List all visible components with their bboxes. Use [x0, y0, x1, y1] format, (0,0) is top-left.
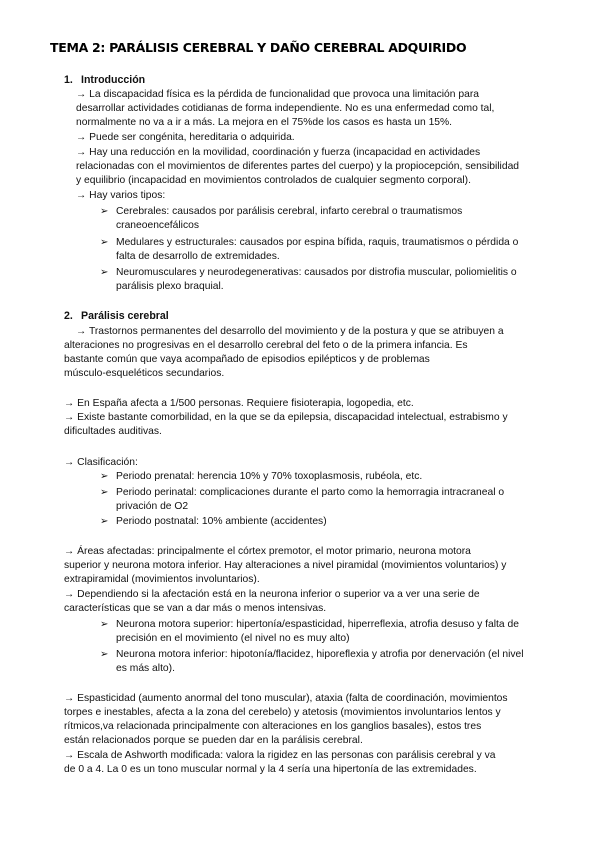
bullet-arrow-icon: ➢ — [100, 471, 109, 482]
list-item-continuation: parálisis plexo braquial. — [116, 281, 224, 292]
paragraph-line: están relacionados porque se pueden dar en la parálisis cerebral. — [64, 735, 363, 746]
list-item: ➢ Medulares y estructurales: causados por espina bífida, raquis, traumatismos o pérdida o — [100, 237, 519, 248]
list-item-continuation: falta de desarrollo de extremidades. — [116, 251, 280, 262]
list-item: ➢ Cerebrales: causados por parálisis cerebral, infarto cerebral o traumatismos — [100, 206, 463, 217]
paragraph-line: → En España afecta a 1/500 personas. Requiere fisioterapia, logopedia, etc. — [64, 398, 414, 409]
paragraph-line: → Trastornos permanentes del desarrollo del movimiento y de la postura y que se atribuyen a — [76, 326, 504, 337]
bullet-arrow-icon: ➢ — [100, 619, 109, 630]
paragraph-line: desarrollar actividades cotidianas de forma independiente. No es una enfermedad como tal, — [76, 103, 495, 114]
bullet-arrow-icon: ➢ — [100, 267, 109, 278]
document-title: TEMA 2: PARÁLISIS CEREBRAL Y DAÑO CEREBRAL ADQUIRIDO — [50, 40, 467, 55]
paragraph-line: relacionadas con el movimientos de diferentes partes del cuerpo) y la propiocepción, sensibilidad — [76, 161, 520, 172]
bullet-arrow-icon: ➢ — [100, 516, 109, 527]
paragraph-line: extrapiramidal (movimientos involuntarios). — [64, 574, 260, 585]
paragraph-line: rítmicos,va relacionada principalmente con alteraciones en los ganglios basales), estos tres — [64, 721, 482, 732]
paragraph-line: torpes e inestables, afecta a la zona del cerebelo) y atetosis (movimientos involuntarios lentos y — [64, 707, 501, 718]
list-item: ➢ Periodo perinatal: complicaciones durante el parto como la hemorragia intracraneal o — [100, 487, 505, 498]
list-item: ➢ Periodo prenatal: herencia 10% y 70% toxoplasmosis, rubéola, etc. — [100, 471, 423, 482]
paragraph-line: → Puede ser congénita, hereditaria o adquirida. — [76, 132, 295, 143]
paragraph-line: y equilibrio (incapacidad en movimientos controlados de cualquier segmento corporal). — [76, 175, 471, 186]
bullet-arrow-icon: ➢ — [100, 487, 109, 498]
paragraph-line: superior y neurona motora inferior. Hay alteraciones a nivel piramidal (movimientos voluntarios) y — [64, 560, 507, 571]
paragraph-line: → Existe bastante comorbilidad, en la que se da epilepsia, discapacidad intelectual, estrabismo y — [64, 412, 508, 423]
section-title: Parálisis cerebral — [81, 310, 169, 322]
paragraph-line: alteraciones no progresivas en el desarrollo cerebral del feto o de la primera infancia. Es — [64, 340, 468, 351]
paragraph-line: → Clasificación: — [64, 457, 138, 468]
list-item: ➢ Neuromusculares y neurodegenerativas: causados por distrofia muscular, poliomielitis o — [100, 267, 517, 278]
paragraph-line: de 0 a 4. La 0 es un tono muscular normal y la 4 sería una hipertonía de las extremidades. — [64, 764, 477, 775]
paragraph-line: → Áreas afectadas: principalmente el córtex premotor, el motor primario, neurona motora — [64, 546, 471, 557]
paragraph-line: músculo-esqueléticos secundarios. — [64, 368, 225, 379]
paragraph-line: → Hay una reducción en la movilidad, coordinación y fuerza (incapacidad en actividades — [76, 147, 481, 158]
list-item-continuation: craneoencefálicos — [116, 220, 199, 231]
paragraph-line: → Dependiendo si la afectación está en la neurona inferior o superior va a ver una serie de — [64, 589, 480, 600]
paragraph-line: → La discapacidad física es la pérdida de funcionalidad que provoca una limitación para — [76, 89, 479, 100]
bullet-arrow-icon: ➢ — [100, 649, 109, 660]
bullet-arrow-icon: ➢ — [100, 237, 109, 248]
paragraph-line: → Hay varios tipos: — [76, 190, 166, 201]
list-item: ➢ Neurona motora inferior: hipotonía/flacidez, hiporeflexia y atrofia por denervación (el nivel — [100, 649, 524, 660]
bullet-arrow-icon: ➢ — [100, 206, 109, 217]
section-number: 1. — [64, 74, 73, 86]
paragraph-line: características que se van a dar más o menos intensivas. — [64, 603, 327, 614]
section-heading-introduccion — [64, 74, 145, 86]
paragraph-line: normalmente no va a ir a más. La mejora en el 75%de los casos es hasta un 15%. — [76, 117, 453, 128]
section-title: Introducción — [81, 74, 146, 86]
section-heading-paralisis-cerebral — [64, 310, 169, 322]
list-item-continuation: precisión en el movimiento (el nivel no es muy alto) — [116, 633, 350, 644]
section-number: 2. — [64, 310, 73, 322]
paragraph-line: dificultades auditivas. — [64, 426, 162, 437]
list-item: ➢ Periodo postnatal: 10% ambiente (accidentes) — [100, 516, 327, 527]
list-item: ➢ Neurona motora superior: hipertonía/espasticidad, hiperreflexia, atrofia desuso y falta de — [100, 619, 519, 630]
paragraph-line: → Escala de Ashworth modificada: valora la rigidez en las personas con parálisis cerebral y va — [64, 750, 496, 761]
paragraph-line: → Espasticidad (aumento anormal del tono muscular), ataxia (falta de coordinación, movimientos — [64, 693, 508, 704]
paragraph-line: bastante común que vaya acompañado de episodios epilépticos y de problemas — [64, 354, 430, 365]
list-item-continuation: es más alto). — [116, 663, 175, 674]
list-item-continuation: privación de O2 — [116, 501, 189, 512]
